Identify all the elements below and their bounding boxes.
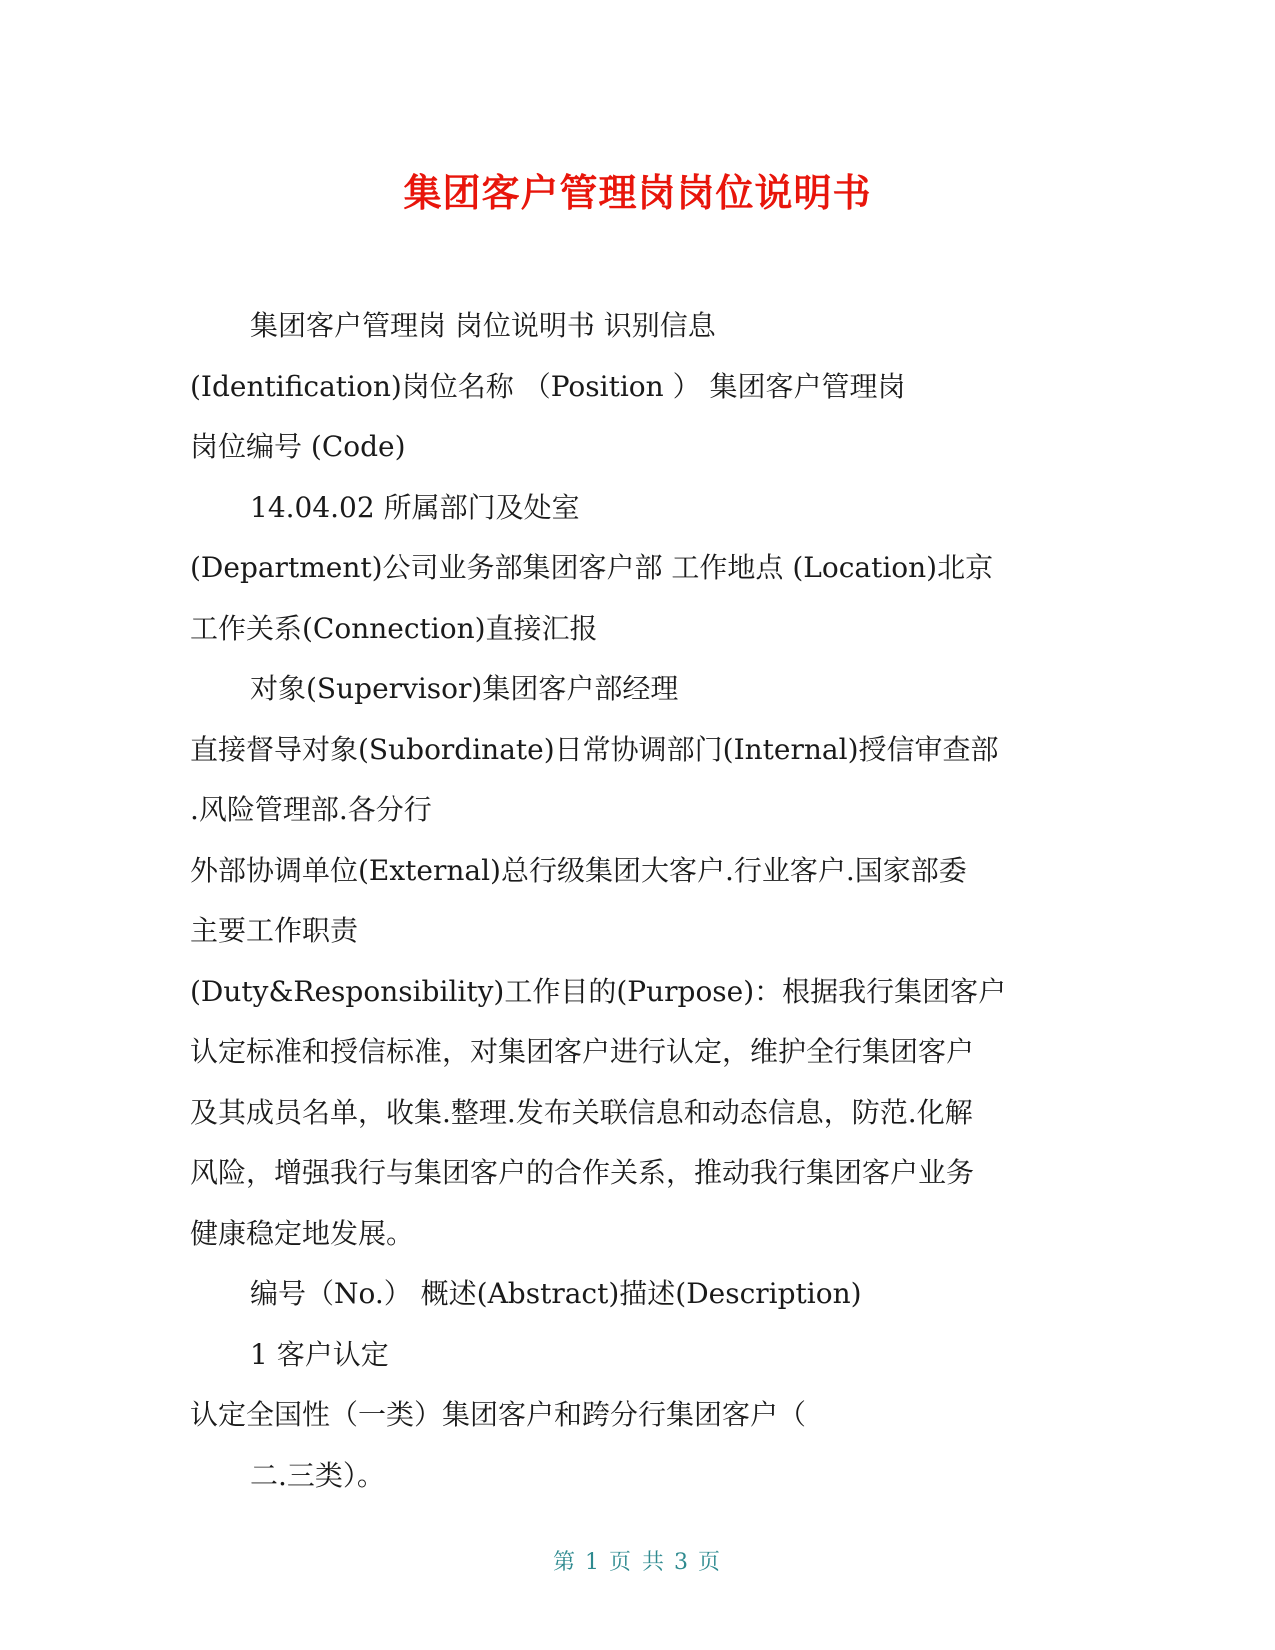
text-line: 认定标准和授信标准，对集团客户进行认定，维护全行集团客户 — [190, 1035, 975, 1068]
document-body — [190, 296, 1090, 1506]
footer-suffix: 页 — [698, 1550, 723, 1575]
footer-middle: 页 共 — [609, 1550, 666, 1575]
text-line: 工作关系(Connection)直接汇报 — [190, 611, 598, 645]
text-line: 认定全国性（一类）集团客户和跨分行集团客户（ — [190, 1398, 807, 1431]
text-line: 主要工作职责 — [190, 914, 359, 947]
text-line: 及其成员名单，收集.整理.发布关联信息和动态信息，防范.化解 — [190, 1095, 973, 1129]
text-line: 1 客户认定 — [250, 1337, 389, 1371]
page-footer — [0, 1548, 1275, 1578]
footer-total-pages: 3 — [674, 1550, 690, 1575]
text-line: 编号（No.） 概述(Abstract)描述(Description) — [250, 1277, 862, 1310]
text-line: .风险管理部.各分行 — [190, 793, 432, 826]
text-line: (Identification)岗位名称 （Position ） 集团客户管理岗 — [190, 369, 906, 403]
text-line: 对象(Supervisor)集团客户部经理 — [250, 672, 679, 705]
text-line: 直接督导对象(Subordinate)日常协调部门(Internal)授信审查部 — [190, 732, 999, 766]
text-line: 健康稳定地发展。 — [190, 1216, 415, 1250]
document-title: 集团客户管理岗岗位说明书 — [403, 171, 872, 215]
text-line: (Duty&Responsibility)工作目的(Purpose)：根据我行集团客户 — [190, 974, 1007, 1008]
text-line: 风险，增强我行与集团客户的合作关系，推动我行集团客户业务 — [190, 1156, 975, 1189]
text-line: (Department)公司业务部集团客户部 工作地点 (Location)北京 — [190, 551, 994, 584]
footer-prefix: 第 — [552, 1550, 577, 1575]
text-line: 岗位编号 (Code) — [190, 430, 406, 463]
text-line: 集团客户管理岗 岗位说明书 识别信息 — [250, 309, 716, 342]
text-line: 14.04.02 所属部门及处室 — [250, 490, 580, 524]
text-line: 二.三类）。 — [250, 1458, 385, 1492]
text-line: 外部协调单位(External)总行级集团大客户.行业客户.国家部委 — [190, 853, 967, 887]
footer-current-page: 1 — [585, 1550, 601, 1575]
